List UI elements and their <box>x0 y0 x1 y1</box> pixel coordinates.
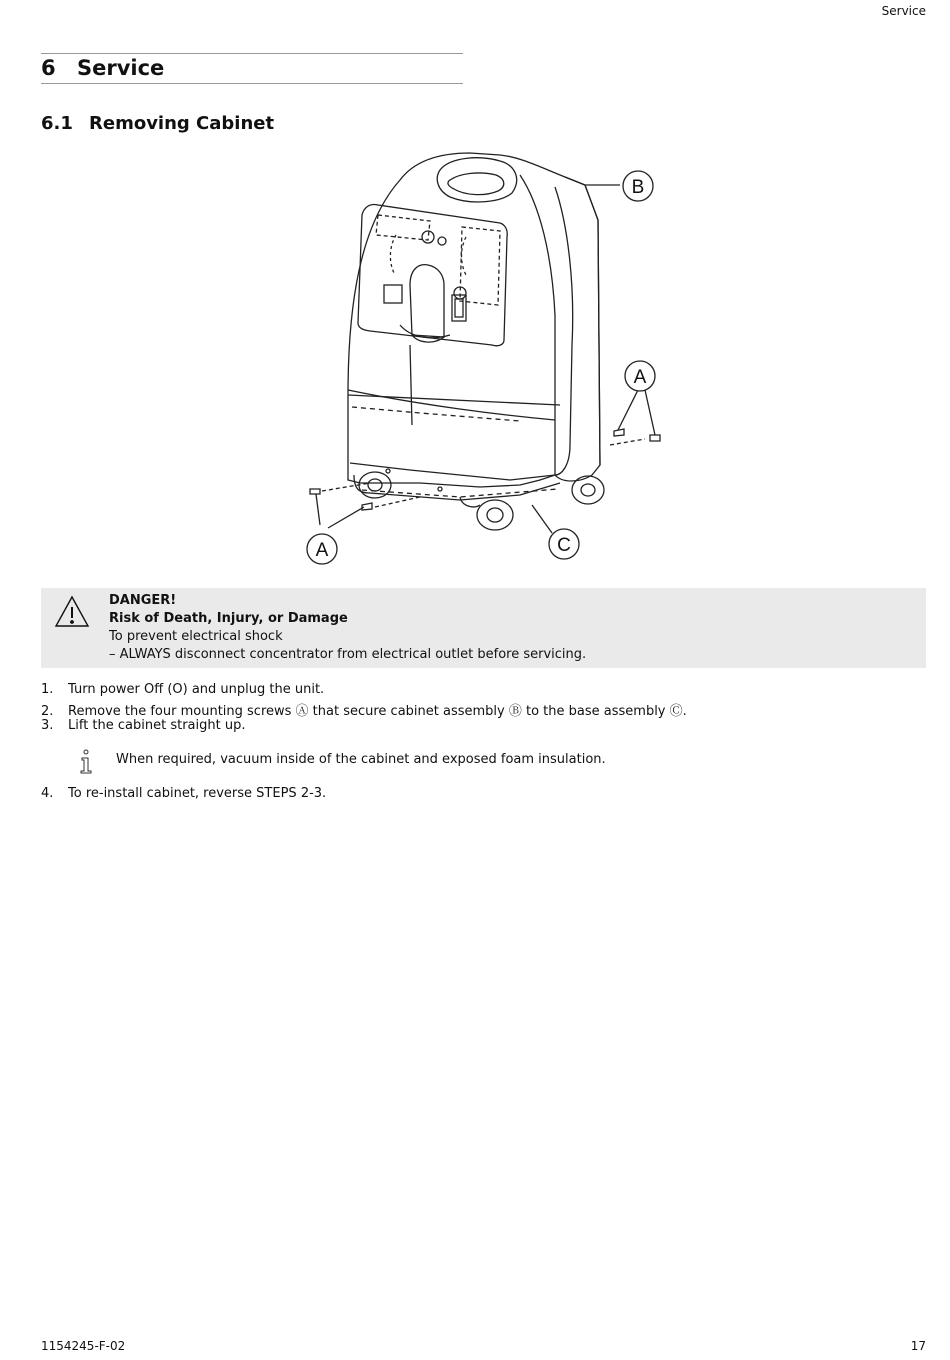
heading-rule-bottom <box>41 83 463 84</box>
list-item: 2. Remove the four mounting screws Ⓐ that secure cabinet assembly Ⓑ to the base assembly Ⓒ. <box>41 704 687 719</box>
info-icon <box>78 749 94 775</box>
warning-triangle-icon <box>53 594 91 630</box>
danger-text <box>109 592 586 664</box>
section-number: 6 <box>41 56 56 80</box>
danger-subtitle: Risk of Death, Injury, or Damage <box>109 611 348 626</box>
note-text: When required, vacuum inside of the cabinet and exposed foam insulation. <box>116 752 606 767</box>
danger-line-1: To prevent electrical shock <box>109 629 283 644</box>
section-heading <box>41 56 164 80</box>
running-header: Service <box>881 4 926 18</box>
callout-c: C <box>557 535 571 556</box>
list-item: 1. Turn power Off (O) and unplug the unit. <box>41 682 325 697</box>
document-number: 1154245-F-02 <box>41 1339 126 1353</box>
list-item: 4. To re-install cabinet, reverse STEPS 2-3. <box>41 786 327 801</box>
callout-a-left: A <box>315 540 329 561</box>
page-number: 17 <box>910 1339 926 1353</box>
danger-notice <box>41 588 926 668</box>
list-item: 3. Lift the cabinet straight up. <box>41 718 246 733</box>
section-title: Service <box>77 56 165 80</box>
concentrator-illustration <box>300 145 680 575</box>
heading-rule-top <box>41 53 463 54</box>
danger-title: DANGER! <box>109 593 177 608</box>
subsection-title: Removing Cabinet <box>89 113 275 134</box>
danger-line-2: – ALWAYS disconnect concentrator from electrical outlet before servicing. <box>109 647 587 662</box>
subsection-number: 6.1 <box>41 113 73 134</box>
callout-b: B <box>631 177 645 198</box>
callout-a-right: A <box>633 367 647 388</box>
subsection-heading <box>41 113 274 134</box>
